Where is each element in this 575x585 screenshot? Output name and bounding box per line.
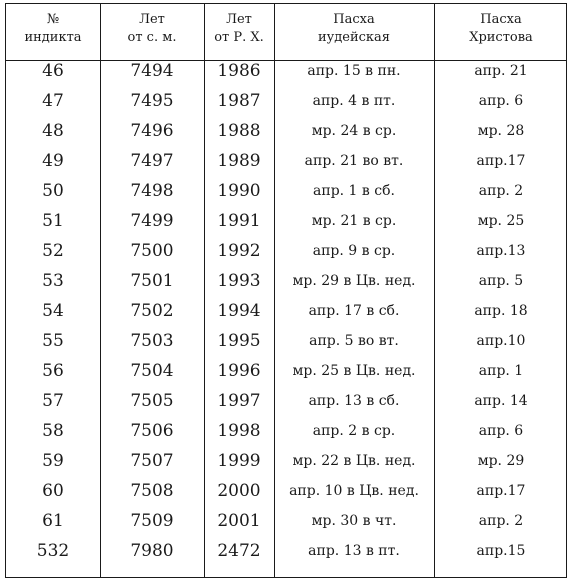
- cell-christian-easter: апр. 2: [478, 183, 524, 199]
- header-years-creation-line1: Лет: [139, 12, 165, 27]
- cell-indikt: 48: [42, 121, 64, 141]
- cell-christian-easter: апр.13: [476, 243, 526, 259]
- table-row: [6, 236, 566, 266]
- header-christian-easter: [434, 11, 568, 47]
- cell-jewish-passover: апр. 10 в Цв. нед.: [289, 483, 419, 499]
- cell-years-creation: 7508: [130, 481, 174, 501]
- cell-indikt: 49: [42, 151, 64, 171]
- cell-jewish-passover: апр. 1 в сб.: [313, 183, 395, 199]
- header-years-christ-line2: от Р. Х.: [214, 30, 264, 45]
- cell-indikt: 52: [42, 241, 64, 261]
- header-years-christ-line1: Лет: [226, 12, 252, 27]
- cell-jewish-passover: апр. 4 в пт.: [312, 93, 396, 109]
- paschal-table: [5, 3, 567, 578]
- cell-indikt: 53: [42, 271, 64, 291]
- cell-jewish-passover: апр. 5 во вт.: [309, 333, 399, 349]
- cell-years-creation: 7494: [130, 61, 174, 81]
- header-christian-easter-line2: Христова: [469, 30, 533, 45]
- table-row: [6, 266, 566, 296]
- cell-years-creation: 7498: [130, 181, 174, 201]
- cell-jewish-passover: мр. 25 в Цв. нед.: [292, 363, 416, 379]
- table-row: [6, 446, 566, 476]
- cell-years-creation: 7506: [130, 421, 174, 441]
- cell-years-christ: 2000: [217, 481, 261, 501]
- cell-christian-easter: апр. 14: [474, 393, 528, 409]
- cell-indikt: 57: [42, 391, 64, 411]
- cell-christian-easter: апр. 1: [478, 363, 524, 379]
- cell-years-christ: 1986: [217, 61, 261, 81]
- cell-years-christ: 1991: [217, 211, 261, 231]
- cell-years-christ: 1996: [217, 361, 261, 381]
- table-row: [6, 356, 566, 386]
- cell-indikt: 61: [42, 511, 64, 531]
- header-years-creation-line2: от с. м.: [127, 30, 177, 45]
- cell-christian-easter: мр. 25: [477, 213, 525, 229]
- header-indikt: [6, 11, 100, 47]
- header-jewish-passover: [274, 11, 434, 47]
- header-indikt-line2: индикта: [24, 30, 82, 45]
- cell-jewish-passover: апр. 17 в сб.: [308, 303, 400, 319]
- cell-years-creation: 7503: [130, 331, 174, 351]
- header-years-christ: [204, 11, 274, 47]
- cell-years-creation: 7504: [130, 361, 174, 381]
- table-row: [6, 536, 566, 566]
- cell-years-christ: 1989: [217, 151, 261, 171]
- header-christian-easter-line1: Пасха: [480, 12, 522, 27]
- table-row: [6, 386, 566, 416]
- table-row: [6, 416, 566, 446]
- cell-christian-easter: апр.15: [476, 543, 526, 559]
- cell-jewish-passover: апр. 9 в ср.: [312, 243, 396, 259]
- cell-jewish-passover: апр. 13 в сб.: [308, 393, 400, 409]
- cell-christian-easter: апр. 6: [478, 423, 524, 439]
- cell-years-creation: 7980: [130, 541, 174, 561]
- cell-christian-easter: апр.17: [476, 153, 526, 169]
- cell-christian-easter: мр. 28: [477, 123, 525, 139]
- table-row: [6, 326, 566, 356]
- cell-jewish-passover: мр. 30 в чт.: [311, 513, 397, 529]
- cell-years-creation: 7495: [130, 91, 174, 111]
- cell-jewish-passover: мр. 22 в Цв. нед.: [292, 453, 416, 469]
- table-row: [6, 86, 566, 116]
- cell-indikt: 54: [42, 301, 64, 321]
- table-row: [6, 116, 566, 146]
- cell-years-christ: 2001: [217, 511, 261, 531]
- cell-years-christ: 1998: [217, 421, 261, 441]
- cell-years-creation: 7502: [130, 301, 174, 321]
- cell-jewish-passover: апр. 2 в ср.: [312, 423, 396, 439]
- cell-years-christ: 1994: [217, 301, 261, 321]
- cell-years-creation: 7501: [130, 271, 174, 291]
- header-indikt-line1: №: [46, 12, 60, 27]
- cell-years-creation: 7499: [130, 211, 174, 231]
- cell-jewish-passover: мр. 24 в ср.: [311, 123, 397, 139]
- cell-years-creation: 7500: [130, 241, 174, 261]
- cell-years-creation: 7496: [130, 121, 174, 141]
- cell-christian-easter: мр. 29: [477, 453, 525, 469]
- cell-years-creation: 7505: [130, 391, 174, 411]
- cell-christian-easter: апр. 2: [478, 513, 524, 529]
- table-row: [6, 56, 566, 86]
- cell-christian-easter: апр. 18: [474, 303, 528, 319]
- cell-indikt: 58: [42, 421, 64, 441]
- cell-indikt: 60: [42, 481, 64, 501]
- cell-years-christ: 1992: [217, 241, 261, 261]
- cell-years-christ: 1987: [217, 91, 261, 111]
- cell-indikt: 55: [42, 331, 64, 351]
- table-row: [6, 506, 566, 536]
- cell-years-christ: 1990: [217, 181, 261, 201]
- cell-years-christ: 1997: [217, 391, 261, 411]
- cell-christian-easter: апр. 21: [474, 63, 528, 79]
- cell-indikt: 56: [42, 361, 64, 381]
- cell-years-christ: 1995: [217, 331, 261, 351]
- cell-years-creation: 7509: [130, 511, 174, 531]
- cell-indikt: 59: [42, 451, 64, 471]
- table-row: [6, 206, 566, 236]
- cell-indikt: 50: [42, 181, 64, 201]
- header-jewish-passover-line1: Пасха: [333, 12, 375, 27]
- cell-jewish-passover: апр. 21 во вт.: [304, 153, 404, 169]
- table-header: [6, 4, 566, 61]
- header-years-creation: [100, 11, 204, 47]
- cell-indikt: 47: [42, 91, 64, 111]
- cell-years-christ: 1988: [217, 121, 261, 141]
- table-row: [6, 176, 566, 206]
- cell-jewish-passover: апр. 13 в пт.: [308, 543, 400, 559]
- cell-indikt: 51: [42, 211, 64, 231]
- cell-indikt: 532: [36, 541, 70, 561]
- cell-christian-easter: апр.10: [476, 333, 526, 349]
- cell-christian-easter: апр. 5: [478, 273, 524, 289]
- cell-jewish-passover: мр. 29 в Цв. нед.: [292, 273, 416, 289]
- cell-christian-easter: апр.17: [476, 483, 526, 499]
- cell-years-christ: 1999: [217, 451, 261, 471]
- table-row: [6, 476, 566, 506]
- cell-years-christ: 1993: [217, 271, 261, 291]
- cell-christian-easter: апр. 6: [478, 93, 524, 109]
- table-row: [6, 296, 566, 326]
- cell-years-christ: 2472: [217, 541, 261, 561]
- cell-jewish-passover: мр. 21 в ср.: [311, 213, 397, 229]
- cell-jewish-passover: апр. 15 в пн.: [307, 63, 401, 79]
- table-row: [6, 146, 566, 176]
- cell-years-creation: 7507: [130, 451, 174, 471]
- header-jewish-passover-line2: иудейская: [317, 30, 391, 45]
- cell-years-creation: 7497: [130, 151, 174, 171]
- cell-indikt: 46: [42, 61, 64, 81]
